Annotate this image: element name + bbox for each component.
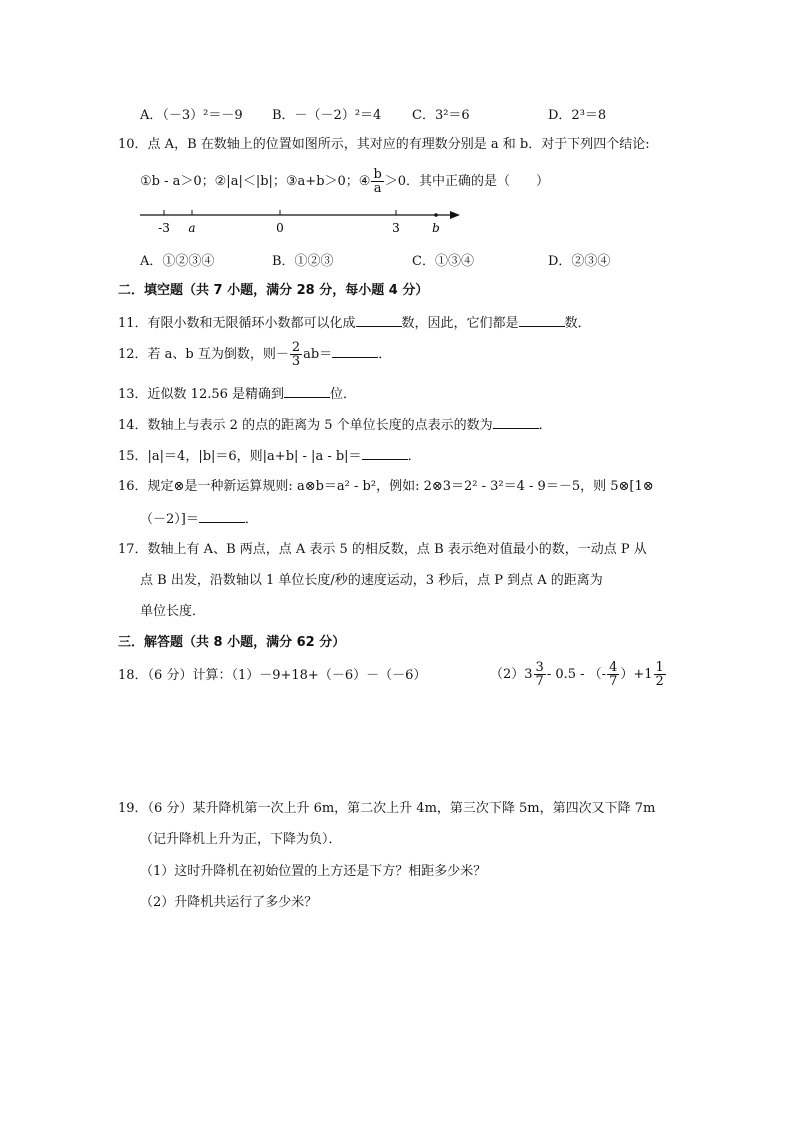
q18-fraction-1: $\frac{3}{7}$ [535,660,544,689]
q10-option-d: D．②③④ [548,254,611,269]
q14-blank[interactable] [493,416,539,429]
label-b: b [432,221,440,235]
q15-text-b: ． [407,449,421,464]
q18-text-b: - 0.5 - （- [546,667,607,682]
q9-option-c: C．3²＝6 [412,108,470,123]
number-line-arrow [450,211,460,219]
q11-blank-1[interactable] [356,314,402,327]
q13-text-a: 13．近似数 12.56 是精确到 [118,387,285,402]
q10-conclusion-4-suffix: ＞0．其中正确的是（ ） [384,174,550,189]
q10-conclusions [140,168,549,196]
q9-option-b: B．－（－2）²＝4 [272,108,382,123]
q10-option-a: A．①②③④ [140,254,215,269]
q12-text-b: ab＝ [303,347,333,362]
q17-line-3: 单位长度． [140,604,206,619]
q9-option-d: D．2³＝8 [548,108,607,123]
q18-fraction-3: $\frac{1}{2}$ [655,660,664,689]
q11-text-b: 数，因此，它们都是 [401,316,519,331]
q14-text-a: 14．数轴上与表示 2 的点的距离为 5 个单位长度的点表示的数为 [118,418,493,433]
q10-stem: 10．点 A，B 在数轴上的位置如图所示，其对应的有理数分别是 a 和 b．对于下列四个结论: [118,137,650,152]
q16-blank[interactable] [199,510,245,523]
q10-option-b: B．①②③ [272,254,334,269]
q11-text-c: 数． [564,316,591,331]
label-minus-3: -3 [158,221,170,235]
q17-line-2: 点 B 出发，沿数轴以 1 单位长度/秒的速度运动，3 秒后，点 P 到点 A 的距离为 [140,573,603,588]
q9-option-a: A．（－3）²＝－9 [140,108,243,123]
q10-option-c: C．①③④ [412,254,474,269]
q16-text-b: ． [244,512,258,527]
label-3: 3 [392,221,400,235]
q11-text-a: 11．有限小数和无限循环小数都可以化成 [118,316,356,331]
q12-fraction: $\frac{2}{3}$ [291,340,301,369]
q19-line-2: （记升降机上升为正，下降为负）． [140,832,342,847]
q18-text-c: ）+1 [620,667,653,682]
q18-fraction-2: $\frac{4}{7}$ [609,660,618,689]
q10-conclusion-4-prefix: ④ [358,174,371,189]
q13-blank[interactable] [284,385,330,398]
q16-text-a: （－2）]＝ [140,512,199,527]
q18-text-a: （2）3 [490,667,533,682]
section-3-heading: 三．解答题（共 8 小题，满分 62 分） [118,635,346,650]
q10-conclusion-1: ①b - a＞0； [140,174,215,189]
q12 [118,340,391,370]
q10-conclusion-2: ②|a|＜|b|； [214,174,286,189]
q12-blank[interactable] [332,345,378,358]
q15 [118,447,421,465]
point-b [434,213,438,217]
q18-part-2 [490,660,667,690]
q19-line-1: 19．（6 分）某升降机第一次上升 6m，第二次上升 4m，第三次下降 5m，第四次又下降 7m [118,801,656,816]
q13 [118,385,356,403]
label-a: a [188,221,196,235]
q13-text-b: 位． [330,387,357,402]
q15-text-a: 15．|a|＝4，|b|＝6，则|a+b| - |a - b|＝ [118,449,362,464]
q12-text-a: 12．若 a、b 互为倒数，则－ [118,347,289,362]
number-line-figure [140,205,470,237]
q14 [118,416,552,434]
q16-line-2 [140,510,258,528]
q16-line-1: 16．规定⊗是一种新运算规则: a⊗b＝a² - b²，例如: 2⊗3＝2² - 3²＝4 - 9＝－5，则 5⊗[1⊗ [118,479,654,494]
label-0: 0 [276,221,284,235]
q10-fraction-b-over-a: $\frac{b}{a}$ [373,167,382,196]
q14-text-b: ． [538,418,552,433]
q15-blank[interactable] [362,447,408,460]
q17-line-1: 17．数轴上有 A、B 两点，点 A 表示 5 的相反数，点 B 表示绝对值最小的数，一动点 P 从 [118,542,647,557]
q11-blank-2[interactable] [519,314,565,327]
q19-subquestion-2: （2）升降机共运行了多少米？ [140,895,318,910]
q18-part-1: 18．（6 分）计算：（1）－9+18+（－6）－（－6） [118,668,427,683]
q19-subquestion-1: （1）这时升降机在初始位置的上方还是下方？相距多少米？ [140,864,487,879]
q11 [118,314,591,332]
q12-text-c: ． [378,347,392,362]
section-2-heading: 二．填空题（共 7 小题，满分 28 分，每小题 4 分） [118,283,429,298]
q10-conclusion-3: ③a+b＞0； [285,174,359,189]
